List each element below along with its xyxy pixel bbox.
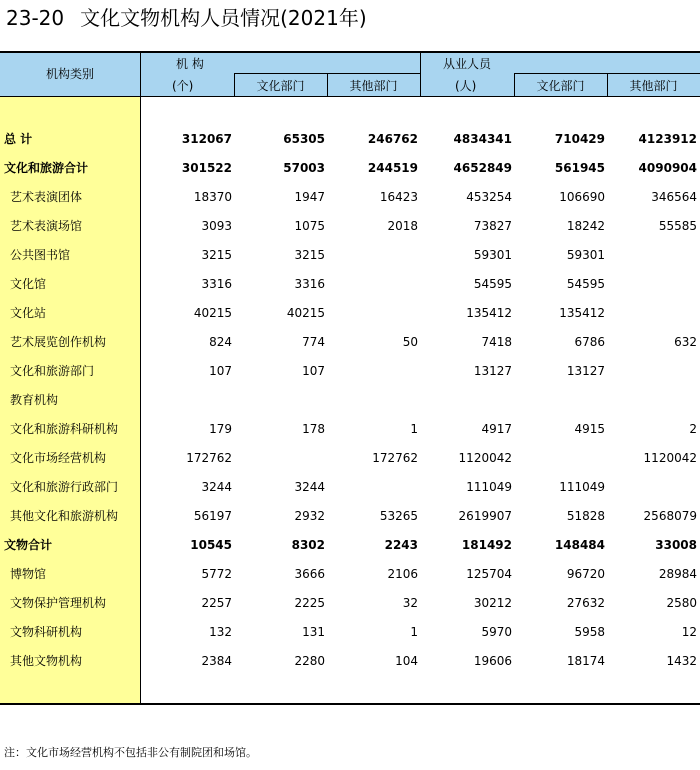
subheader-culture-dept: 文化部门 [536,79,585,93]
table-row [0,647,700,676]
table-cell: 561945 [554,161,605,175]
table-row [0,328,700,357]
table-cell: 1075 [294,219,325,233]
table-cell: 3666 [294,567,325,581]
table-cell: 40215 [286,306,325,320]
table-cell: 172762 [186,451,232,465]
table-cell: 148484 [554,538,605,552]
row-label: 文化和旅游部门 [10,364,95,378]
table-cell: 1432 [666,654,697,668]
table-cell: 106690 [559,190,605,204]
table-cell: 4915 [574,422,605,436]
table-cell: 4090904 [638,161,697,175]
group-divider [420,53,421,96]
table-cell: 59301 [473,248,512,262]
row-label: 文化和旅游行政部门 [10,480,119,494]
table-cell: 2018 [387,219,418,233]
table-cell: 1120042 [458,451,512,465]
table-cell: 8302 [291,538,325,552]
row-label: 文物保护管理机构 [10,596,107,610]
table-cell: 246762 [367,132,418,146]
table-cell: 125704 [466,567,512,581]
table-row [0,386,700,415]
table-cell: 1 [410,422,418,436]
table-cell: 53265 [379,509,418,523]
table-cell: 178 [302,422,325,436]
table-cell: 28984 [658,567,697,581]
row-label: 文物科研机构 [10,625,83,639]
table-cell: 453254 [466,190,512,204]
table-row [0,473,700,502]
subheader-culture-dept: 文化部门 [256,79,305,93]
row-label: 教育机构 [10,393,59,407]
table-row [0,531,700,560]
table-cell: 4652849 [453,161,512,175]
table-cell: 1120042 [643,451,697,465]
table-cell: 3093 [201,219,232,233]
table-cell: 16423 [379,190,418,204]
unit-employees: (人) [455,79,477,93]
table-cell: 104 [395,654,418,668]
table-cell: 2384 [201,654,232,668]
table-cell: 18174 [566,654,605,668]
row-label: 文化市场经营机构 [10,451,107,465]
table-cell: 4123912 [638,132,697,146]
row-label: 艺术展览创作机构 [10,335,107,349]
table-cell: 3244 [294,480,325,494]
row-label: 文化站 [10,306,47,320]
group-header-employees: 从业人员 [443,57,492,71]
table-cell: 2619907 [458,509,512,523]
table-cell: 19606 [473,654,512,668]
table-cell: 3215 [294,248,325,262]
table-cell: 3316 [294,277,325,291]
subheader-other-dept: 其他部门 [349,79,398,93]
table-cell: 54595 [473,277,512,291]
table-cell: 3215 [201,248,232,262]
table-row [0,357,700,386]
table-row [0,154,700,183]
table-cell: 50 [402,335,418,349]
table-cell: 632 [674,335,697,349]
row-label: 艺术表演场馆 [10,219,83,233]
table-cell: 244519 [367,161,418,175]
table-cell: 3244 [201,480,232,494]
table-cell: 2932 [294,509,325,523]
footnote: 注：文化市场经营机构不包括非公有制院团和场馆。 [4,746,257,759]
table-row [0,270,700,299]
table-cell: 2257 [201,596,232,610]
table-cell: 2243 [384,538,418,552]
table-row [0,560,700,589]
table-number: 23-20 [6,6,65,30]
row-label: 文化和旅游合计 [4,161,89,175]
table-row [0,618,700,647]
table-cell: 55585 [658,219,697,233]
table-cell: 135412 [466,306,512,320]
subheader-line [234,73,420,74]
table-cell: 33008 [655,538,697,552]
table-cell: 12 [681,625,697,639]
table-cell: 6786 [574,335,605,349]
row-label: 文物合计 [4,538,53,552]
table-cell: 107 [209,364,232,378]
page-title [6,4,367,32]
table-row [0,502,700,531]
table-cell: 96720 [566,567,605,581]
table-cell: 27632 [566,596,605,610]
table-cell: 2568079 [643,509,697,523]
table-cell: 18370 [193,190,232,204]
row-label: 博物馆 [10,567,47,581]
table-cell: 7418 [481,335,512,349]
table-cell: 179 [209,422,232,436]
table-cell: 135412 [559,306,605,320]
table-row [0,183,700,212]
table-cell: 32 [402,596,418,610]
table-cell: 54595 [566,277,605,291]
table-cell: 181492 [461,538,512,552]
table-cell: 73827 [473,219,512,233]
row-label: 其他文物机构 [10,654,83,668]
table-cell: 30212 [473,596,512,610]
table-cell: 18242 [566,219,605,233]
table-row [0,589,700,618]
row-label: 文化馆 [10,277,47,291]
table-cell: 10545 [190,538,232,552]
subheader-other-dept: 其他部门 [629,79,678,93]
table-cell: 2 [689,422,697,436]
table-cell: 107 [302,364,325,378]
table-cell: 59301 [566,248,605,262]
table-cell: 824 [209,335,232,349]
table-row [0,444,700,473]
table-cell: 710429 [554,132,605,146]
table-cell: 5970 [481,625,512,639]
table-cell: 4834341 [453,132,512,146]
table-cell: 1947 [294,190,325,204]
table-title: 文化文物机构人员情况(2021年) [80,6,367,30]
stub-header: 机构类别 [45,67,94,81]
table-cell: 111049 [559,480,605,494]
row-label: 总 计 [4,132,33,146]
table-cell: 5772 [201,567,232,581]
table-cell: 4917 [481,422,512,436]
table-cell: 172762 [372,451,418,465]
table-row [0,415,700,444]
table-cell: 1 [410,625,418,639]
table-cell: 2580 [666,596,697,610]
table-row [0,212,700,241]
table-cell: 774 [302,335,325,349]
table-cell: 3316 [201,277,232,291]
table-cell: 111049 [466,480,512,494]
table-row [0,241,700,270]
table-cell: 312067 [181,132,232,146]
row-label: 公共图书馆 [10,248,71,262]
table-cell: 13127 [566,364,605,378]
table-cell: 2280 [294,654,325,668]
group-header-institutions: 机 构 [176,57,204,71]
table-cell: 65305 [283,132,325,146]
table-cell: 346564 [651,190,697,204]
table-row [0,125,700,154]
table-cell: 57003 [283,161,325,175]
subheader-line [514,73,700,74]
table-cell: 56197 [193,509,232,523]
table-cell: 2106 [387,567,418,581]
table-cell: 13127 [473,364,512,378]
table-cell: 132 [209,625,232,639]
table-row [0,299,700,328]
table-bottom-rule [0,703,700,705]
table-cell: 40215 [193,306,232,320]
row-label: 其他文化和旅游机构 [10,509,119,523]
header-bottom-rule [0,96,700,97]
table-cell: 51828 [566,509,605,523]
table-cell: 301522 [181,161,232,175]
table-cell: 5958 [574,625,605,639]
row-label: 艺术表演团体 [10,190,83,204]
row-label: 文化和旅游科研机构 [10,422,119,436]
table-cell: 2225 [294,596,325,610]
table-cell: 131 [302,625,325,639]
unit-institutions: (个) [172,79,194,93]
